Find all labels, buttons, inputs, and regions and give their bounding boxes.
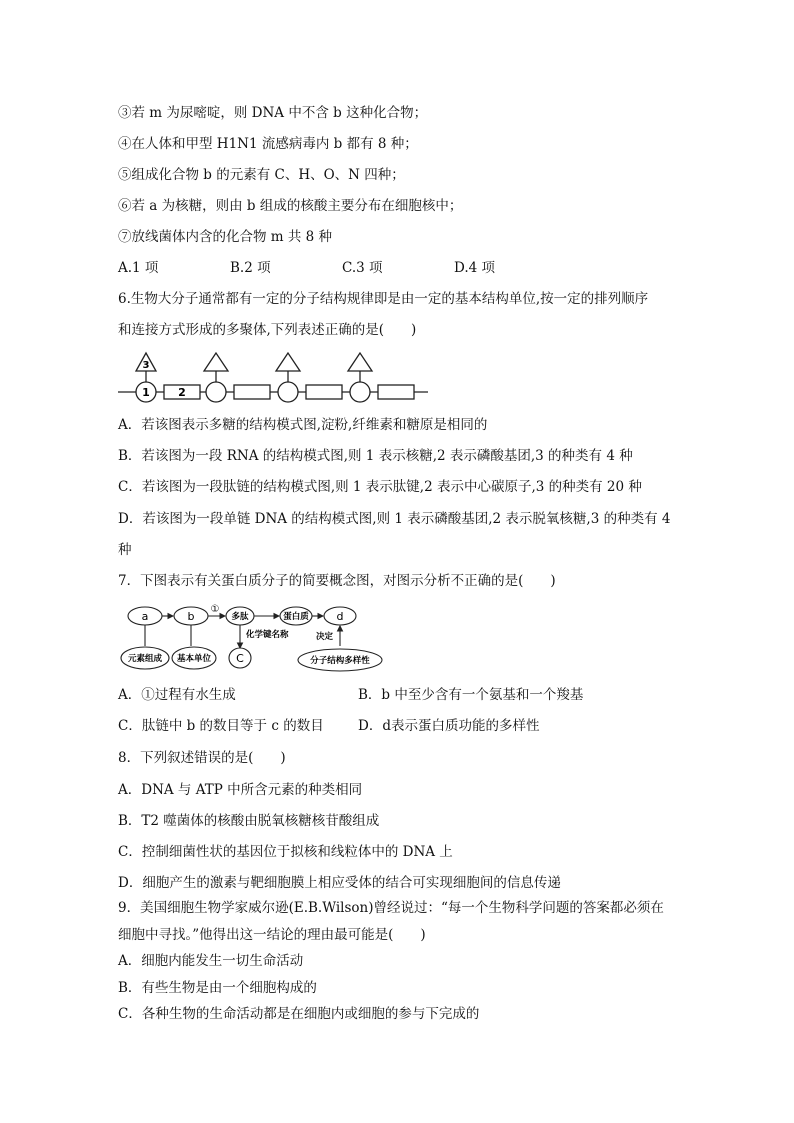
node-c: C [236,652,244,665]
q6-option-a: A．若该图表示多糖的结构模式图,淀粉,纤维素和糖原是相同的 [118,417,488,433]
q9-stem-line1: 9．美国细胞生物学家威尔逊(E.B.Wilson)曾经说过：“每一个生物科学问题的答案都必须在 [118,900,664,916]
q6-option-d-line1: D．若该图为一段单链 DNA 的结构模式图,则 1 表示磷酸基团,2 表示脱氧核糖,3 的种类有 4 [118,511,671,527]
statement-4: ④在人体和甲型 H1N1 流感病毒内 b 都有 8 种； [118,136,418,152]
label-decide: 决定 [316,632,334,642]
q6-stem-line2: 和连接方式形成的多聚体,下列表述正确的是( ) [118,322,417,338]
node-peptide: 多肽 [231,612,249,622]
q7-stem: 7．下图表示有关蛋白质分子的简要概念图，对图示分析不正确的是( ) [118,573,556,589]
statement-5: ⑤组成化合物 b 的元素有 C、H、O、N 四种； [118,167,405,183]
q5-option-c: C.3 项 [342,260,383,276]
q5-option-d: D.4 项 [454,260,496,276]
q9-stem-line2: 细胞中寻找。”他得出这一结论的理由最可能是( ) [118,927,426,943]
statement-3: ③若 m 为尿嘧啶，则 DNA 中不含 b 这种化合物； [118,105,428,121]
q8-option-d: D．细胞产生的激素与靶细胞膜上相应受体的结合可实现细胞间的信息传递 [118,875,561,891]
protein-concept-diagram [118,602,388,674]
q5-option-a: A.1 项 [118,260,159,276]
q9-option-b: B．有些生物是由一个细胞构成的 [118,980,317,996]
q6-option-b: B．若该图为一段 RNA 的结构模式图,则 1 表示核糖,2 表示磷酸基团,3 的种类有 4 种 [118,448,633,464]
q6-option-c: C．若该图为一段肽链的结构模式图,则 1 表示肽键,2 表示中心碳原子,3 的种类有 20 种 [118,479,642,495]
q6-stem-line1: 6.生物大分子通常都有一定的分子结构规律即是由一定的基本结构单位,按一定的排列顺序 [118,291,649,307]
q8-option-a: A．DNA 与 ATP 中所含元素的种类相同 [118,782,363,798]
label-bond-name: 化学键名称 [246,630,289,640]
node-d: d [336,610,344,623]
label-3: 3 [142,360,150,371]
q6-option-d-line2: 种 [118,542,132,558]
q7-option-b: B．b 中至少含有一个氨基和一个羧基 [358,687,584,703]
statement-6: ⑥若 a 为核糖，则由 b 组成的核酸主要分布在细胞核中； [118,198,463,214]
q7-option-c: C．肽链中 b 的数目等于 c 的数目 [118,718,324,734]
polymer-structure-diagram [118,350,438,408]
node-unit: 基本单位 [176,654,212,664]
statement-7: ⑦放线菌体内含的化合物 m 共 8 种 [118,229,333,245]
node-a: a [141,610,149,623]
step-1-label: ① [210,604,220,615]
q5-option-b: B.2 项 [230,260,271,276]
q8-stem: 8．下列叙述错误的是( ) [118,750,286,766]
node-elements: 元素组成 [127,654,163,664]
label-2: 2 [178,386,186,399]
q8-option-b: B．T2 噬菌体的核酸由脱氧核糖核苷酸组成 [118,813,380,829]
q8-option-c: C．控制细菌性状的基因位于拟核和线粒体中的 DNA 上 [118,844,453,860]
node-diversity: 分子结构多样性 [310,656,370,666]
label-1: 1 [142,386,150,399]
q7-option-a: A．①过程有水生成 [118,687,236,703]
q7-option-d: D．d表示蛋白质功能的多样性 [358,718,540,734]
q9-option-a: A．细胞内能发生一切生命活动 [118,953,304,969]
node-protein: 蛋白质 [283,612,309,622]
q9-option-c: C．各种生物的生命活动都是在细胞内或细胞的参与下完成的 [118,1006,480,1022]
node-b: b [187,610,195,623]
